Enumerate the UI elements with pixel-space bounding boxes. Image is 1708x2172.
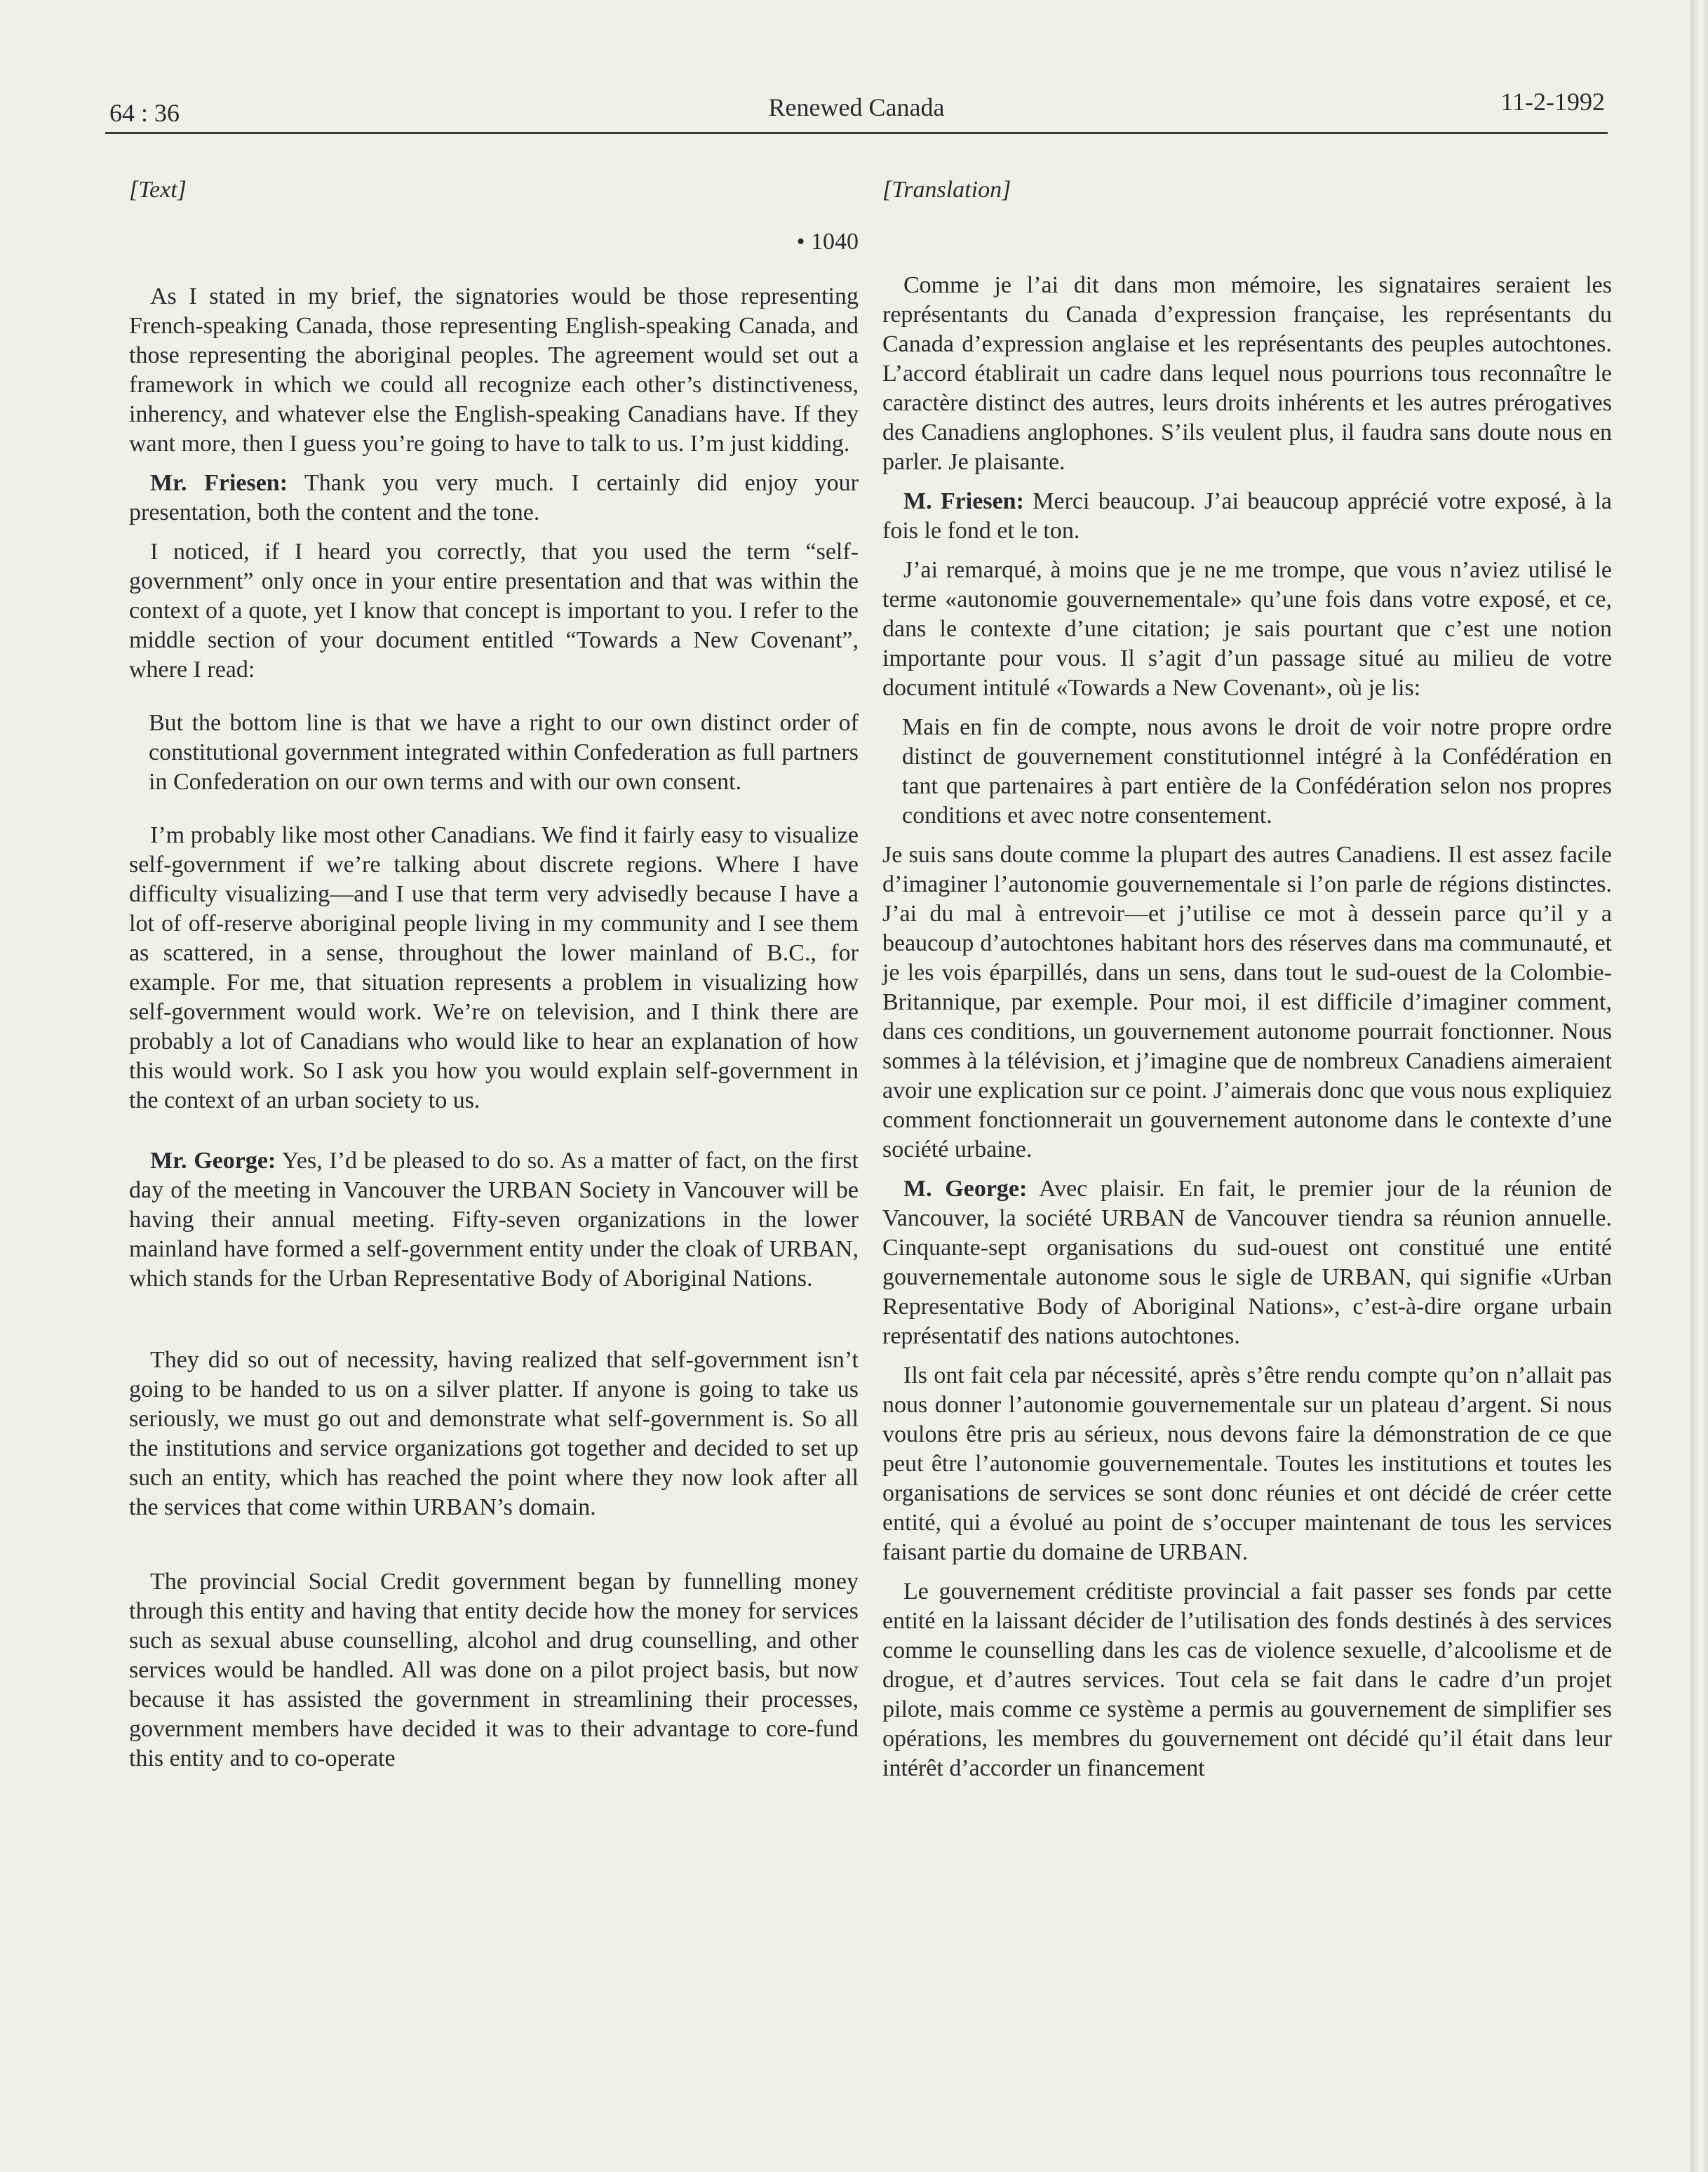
paragraph: M. Friesen: Merci beaucoup. J’ai beaucoup apprécié votre exposé, à la fois le fond et le ton. xyxy=(882,488,1612,544)
paragraph: Ils ont fait cela par nécessité, après s’être rendu compte qu’on n’allait pas nous donner l’autonomie gouvernementale sur un plateau d’argent. Si nous voulons être pris au sérieux, nous devons faire la démonstration de ce que peut être l’autonomie gouvernementale. Toutes les institutions et toutes les organisations de services se sont donc réunies et ont décidé de créer cette entité, qui a évolué au point de s’occuper maintenant de tous les services faisant partie du domaine de URBAN. xyxy=(882,1362,1612,1565)
section-tag-text: [Text] xyxy=(129,177,187,203)
paragraph: As I stated in my brief, the signatories would be those representing French-speaking Canada, those representing English-speaking Canada, and those representing the aboriginal peoples. The agreement would set out a framework in which we could all recognize each other’s distinctiveness, inherency, and whatever else the English-speaking Canadians have. If they want more, then I guess you’re going to have to talk to us. I’m just kidding. xyxy=(129,283,859,457)
paragraph: They did so out of necessity, having realized that self-government isn’t going to be handed to us on a silver platter. If anyone is going to take us seriously, we must go out and demonstrate what self-government is. So all the institutions and service organizations got together and decided to set up such an entity, which has reached the point where they now look after all the services that come within URBAN’s domain. xyxy=(129,1347,859,1520)
speaker-name: Mr. George: xyxy=(150,1148,276,1174)
speaker-name: M. Friesen: xyxy=(903,488,1024,514)
time-marker: • 1040 xyxy=(796,229,859,255)
paragraph: The provincial Social Credit government began by funnelling money through this entity and having that entity decide how the money for services such as sexual abuse counselling, alcohol and drug counselling, and other services would be handled. All was done on a pilot project basis, but now because it has assisted the government in streamlining their processes, government members have decided it was to their advantage to core-fund this entity and to co-operate xyxy=(129,1569,859,1771)
paragraph: I noticed, if I heard you correctly, that you used the term “self-government” only once in your entire presentation and that was within the context of a quote, yet I know that concept is important to you. I refer to the middle section of your document entitled “Towards a New Covenant”, where I read: xyxy=(129,539,859,683)
paragraph: Mr. George: Yes, I’d be pleased to do so. As a matter of fact, on the first day of the meeting in Vancouver the URBAN Society in Vancouver will be having their annual meeting. Fifty-seven organizations in the lower mainland have formed a self-government entity under the cloak of URBAN, which stands for the Urban Representative Body of Aboriginal Nations. xyxy=(129,1148,859,1292)
paragraph: M. George: Avec plaisir. En fait, le premier jour de la réunion de Vancouver, la société URBAN de Vancouver tiendra sa réunion annuelle. Cinquante-sept organisations du sud-ouest ont constitué une entité gouvernementale autonome sous le sigle de URBAN, qui signifie «Urban Representative Body of Aboriginal Nations», c’est-à-dire organe urbain représentatif des nations autochtones. xyxy=(882,1176,1612,1349)
block-quote: But the bottom line is that we have a right to our own distinct order of constitutional government integrated within Confederation as full partners in Confederation on our own terms and with our own consent. xyxy=(149,710,859,795)
running-title: Renewed Canada xyxy=(768,93,945,121)
speaker-name: M. George: xyxy=(903,1176,1028,1202)
block-quote: Mais en fin de compte, nous avons le droit de voir notre propre ordre distinct de gouvernement constitutionnel intégré à la Confédération en tant que partenaires à part entière de la Confédération selon nos propres conditions et avec notre consentement. xyxy=(902,714,1612,829)
speaker-name: Mr. Friesen: xyxy=(150,470,288,496)
paragraph: I’m probably like most other Canadians. We find it fairly easy to visualize self-government if we’re talking about discrete regions. Where I have difficulty visualizing—and I use that term very advisedly because I have a lot of off-reserve aboriginal people living in my community and I see them as scattered, in a sense, throughout the lower mainland of B.C., for example. For me, that situation represents a problem in visualizing how self-government would work. We’re on television, and I think there are probably a lot of Canadians who would like to hear an explanation of how this would work. So I ask you how you would explain self-government in the context of an urban society to us. xyxy=(129,822,859,1113)
paragraph: Mr. Friesen: Thank you very much. I certainly did enjoy your presentation, both the content and the tone. xyxy=(129,470,859,525)
page-number: 64 : 36 xyxy=(109,99,180,127)
page-header xyxy=(105,84,1608,134)
paragraph: J’ai remarqué, à moins que je ne me trompe, que vous n’aviez utilisé le terme «autonomie gouvernementale» qu’une fois dans votre exposé, et ce, dans le contexte d’une citation; je sais pourtant que c’est une notion importante pour vous. Il s’agit d’un passage situé au milieu de votre document intitulé «Towards a New Covenant», où je lis: xyxy=(882,557,1612,701)
english-column xyxy=(129,175,859,1783)
section-tag-translation: [Translation] xyxy=(882,177,1011,203)
french-column xyxy=(882,175,1612,1793)
paragraph: Je suis sans doute comme la plupart des autres Canadiens. Il est assez facile d’imaginer l’autonomie gouvernementale si l’on parle de régions distinctes. J’ai du mal à entrevoir—et j’utilise ce mot à dessein parce qu’il y a beaucoup d’autochtones habitant hors des réserves dans ma communauté, et je les vois éparpillés, dans un sens, dans tout le sud-ouest de la Colombie-Britannique, par exemple. Pour moi, il est difficile d’imaginer comment, dans ces conditions, un gouvernement autonome pourrait fonctionner. Nous sommes à la télévision, et j’imagine que de nombreux Canadiens aimeraient avoir une explication sur ce point. J’aimerais donc que vous nous expliquiez comment fonctionnerait un gouvernement autonome dans le contexte d’une société urbaine. xyxy=(882,842,1612,1162)
paragraph: Le gouvernement créditiste provincial a fait passer ses fonds par cette entité en la laissant décider de l’utilisation des fonds destinés à des services comme le counselling dans les cas de violence sexuelle, d’alcoolisme et de drogue, et d’autres services. Tout cela se fait dans le cadre d’un projet pilote, mais comme ce système a permis au gouvernement de simplifier ses opérations, les membres du gouvernement ont décidé qu’il était dans leur intérêt d’accorder un financement xyxy=(882,1578,1612,1781)
page-edge xyxy=(1690,0,1708,2172)
paragraph: Comme je l’ai dit dans mon mémoire, les signataires seraient les représentants du Canada d’expression française, les représentants du Canada d’expression anglaise et les représentants des peuples autochtones. L’accord établirait un cadre dans lequel nous pourrions tous reconnaître le caractère distinct des autres, leurs droits inhérents et les autres prérogatives des Canadiens anglophones. S’ils veulent plus, il faudra sans doute nous en parler. Je plaisante. xyxy=(882,272,1612,475)
header-date: 11-2-1992 xyxy=(1500,88,1605,116)
